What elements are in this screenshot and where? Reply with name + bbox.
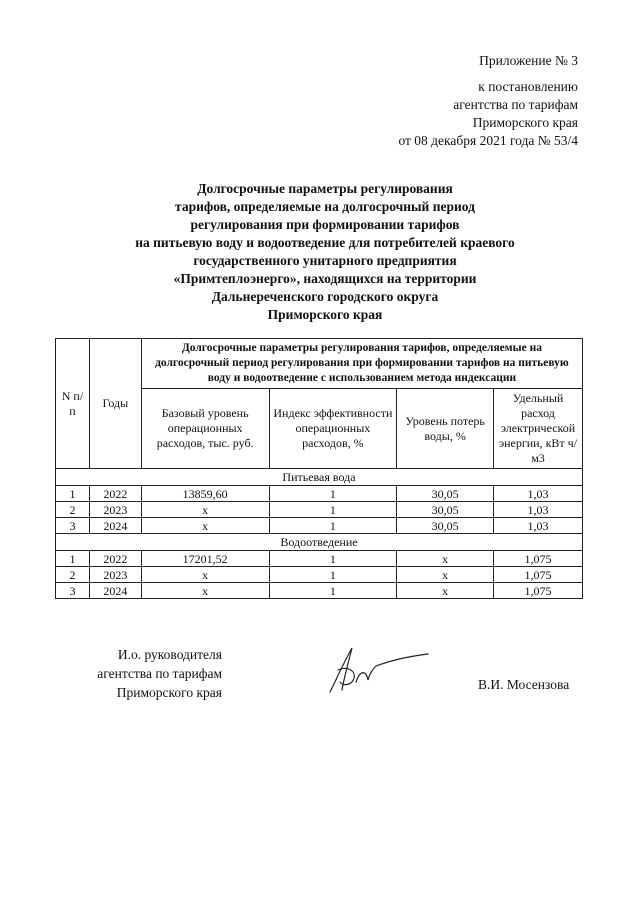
title-line: Дальнереченского городского округа [211, 289, 439, 304]
cell-year: 2023 [89, 502, 141, 518]
title-line: регулирования при формировании тарифов [190, 217, 460, 232]
cell-year: 2024 [89, 518, 141, 534]
signatory-title [62, 645, 222, 702]
cell-energy: 1,03 [494, 502, 583, 518]
cell-energy: 1,03 [494, 486, 583, 502]
title-line: «Примтеплоэнерго», находящихся на территории [173, 271, 477, 286]
table-row [56, 518, 583, 534]
cell-number: 3 [56, 518, 90, 534]
cell-efficiency-index: 1 [269, 518, 397, 534]
cell-base-costs: х [141, 583, 269, 599]
header-group: Долгосрочные параметры регулирования тарифов, определяемые на долгосрочный период регулирования при формировании тарифов на питьевую воду и водоотведение с использованием метода индексации [141, 339, 582, 389]
handwritten-signature [322, 640, 432, 700]
appendix-date: от 08 декабря 2021 года № 53/4 [398, 133, 578, 148]
header-number: N п/п [56, 339, 90, 469]
table-row [56, 502, 583, 518]
cell-year: 2023 [89, 567, 141, 583]
header-base-costs: Базовый уровень операционных расходов, тыс. руб. [141, 389, 269, 469]
header-years: Годы [89, 339, 141, 469]
cell-energy: 1,075 [494, 567, 583, 583]
title-line: на питьевую воду и водоотведение для потребителей краевого [135, 235, 515, 250]
header-water-loss: Уровень потерь воды, % [397, 389, 494, 469]
appendix-line: Приморского края [472, 115, 578, 130]
cell-energy: 1,075 [494, 583, 583, 599]
cell-energy: 1,03 [494, 518, 583, 534]
cell-efficiency-index: 1 [269, 486, 397, 502]
cell-base-costs: х [141, 567, 269, 583]
cell-number: 1 [56, 486, 90, 502]
cell-water-loss: 30,05 [397, 502, 494, 518]
appendix-number: Приложение № 3 [479, 53, 578, 68]
cell-number: 2 [56, 567, 90, 583]
title-line: Приморского края [267, 307, 383, 322]
signatory-line: агентства по тарифам [97, 666, 222, 681]
title-line: Долгосрочные параметры регулирования [197, 181, 453, 196]
tariff-parameters-table [55, 338, 583, 599]
cell-year: 2022 [89, 486, 141, 502]
cell-year: 2024 [89, 583, 141, 599]
cell-base-costs: 17201,52 [141, 551, 269, 567]
appendix-line: к постановлению [478, 79, 578, 94]
table-row [56, 486, 583, 502]
section-drinking-water: Питьевая вода [56, 469, 583, 486]
cell-energy: 1,075 [494, 551, 583, 567]
signatory-name: В.И. Мосензова [478, 677, 570, 692]
cell-water-loss: 30,05 [397, 486, 494, 502]
header-efficiency-index: Индекс эффективности операционных расходов, % [269, 389, 397, 469]
cell-water-loss: х [397, 583, 494, 599]
header-energy: Удельный расход электрической энергии, кВт ч/м3 [494, 389, 583, 469]
table-row [56, 567, 583, 583]
table-row [56, 583, 583, 599]
table-row [56, 551, 583, 567]
cell-base-costs: х [141, 518, 269, 534]
cell-water-loss: 30,05 [397, 518, 494, 534]
cell-number: 2 [56, 502, 90, 518]
cell-number: 1 [56, 551, 90, 567]
cell-base-costs: 13859,60 [141, 486, 269, 502]
cell-base-costs: х [141, 502, 269, 518]
cell-efficiency-index: 1 [269, 502, 397, 518]
cell-water-loss: х [397, 567, 494, 583]
appendix-line: агентства по тарифам [453, 97, 578, 112]
cell-water-loss: х [397, 551, 494, 567]
cell-number: 3 [56, 583, 90, 599]
cell-efficiency-index: 1 [269, 583, 397, 599]
section-wastewater: Водоотведение [56, 534, 583, 551]
title-line: тарифов, определяемые на долгосрочный период [175, 199, 475, 214]
signatory-line: И.о. руководителя [117, 647, 222, 662]
cell-efficiency-index: 1 [269, 551, 397, 567]
signatory-line: Приморского края [116, 685, 222, 700]
appendix-header [318, 52, 578, 150]
cell-efficiency-index: 1 [269, 567, 397, 583]
document-title [90, 180, 560, 324]
cell-year: 2022 [89, 551, 141, 567]
title-line: государственного унитарного предприятия [193, 253, 457, 268]
